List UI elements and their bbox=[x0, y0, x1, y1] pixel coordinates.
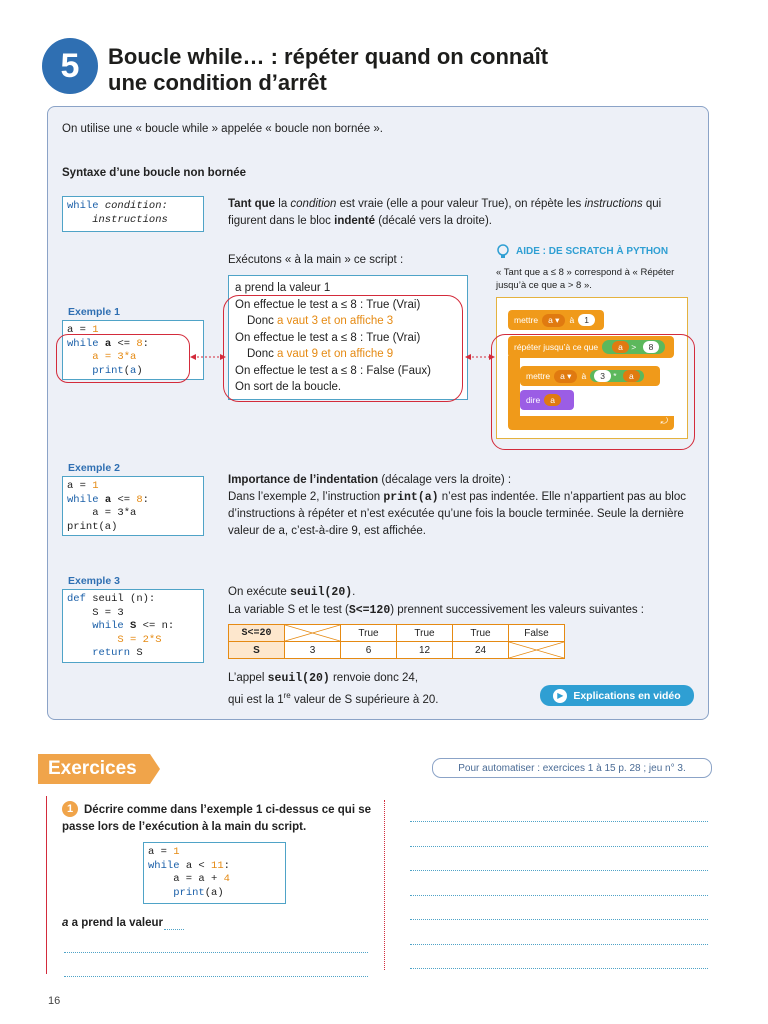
table-row: S<=20 True True True False bbox=[229, 625, 565, 642]
example-2-code: a = 1 while a <= 8: a = 3*a print(a) bbox=[62, 476, 204, 536]
aide-title: AIDE : DE SCRATCH À PYTHON bbox=[516, 246, 669, 257]
page-number: 16 bbox=[48, 995, 61, 1007]
highlight-oval bbox=[56, 334, 190, 383]
trace-line: a prend la valeur 1 bbox=[235, 282, 331, 294]
lightbulb-icon bbox=[494, 242, 512, 260]
exercise-number-badge: 1 bbox=[62, 801, 78, 817]
answer-line[interactable] bbox=[410, 870, 708, 871]
syntax-heading: Syntaxe d’une boucle non bornée bbox=[62, 167, 247, 179]
exercises-banner: Exercices bbox=[38, 754, 150, 784]
syntax-code: while condition: instructions bbox=[62, 196, 204, 232]
crossed-cell bbox=[509, 642, 565, 659]
trace-line: On sort de la boucle. bbox=[235, 381, 342, 393]
exercise-left-rule bbox=[46, 796, 47, 974]
play-icon: ▶ bbox=[553, 689, 567, 703]
banner-tail bbox=[150, 754, 160, 784]
example-1-label: Exemple 1 bbox=[68, 306, 120, 318]
scratch-loop-end: ⤾ bbox=[508, 416, 674, 430]
values-table bbox=[228, 624, 565, 659]
video-button[interactable]: ▶ Explications en vidéo bbox=[540, 685, 694, 706]
exercise-1-code: a = 1 while a < 11: a = a + 4 print(a) bbox=[143, 842, 286, 904]
answer-line[interactable] bbox=[410, 846, 708, 847]
highlight-oval bbox=[223, 295, 463, 402]
answer-line[interactable] bbox=[64, 976, 368, 977]
trace-line: On effectue le test a ≤ 8 : True (Vrai) bbox=[235, 298, 421, 311]
answer-line[interactable] bbox=[64, 952, 368, 953]
exec-intro: Exécutons « à la main » ce script : bbox=[228, 254, 404, 266]
example-3-text: On exécute seuil(20). La variable S et le test (S<=120) prennent successivement les valeurs suivantes : bbox=[228, 586, 644, 617]
example-3-label: Exemple 3 bbox=[68, 575, 120, 587]
answer-line[interactable] bbox=[410, 968, 708, 969]
return-explanation: L’appel seuil(20) renvoie donc 24, qui est la 1re valeur de S supérieure à 20. bbox=[228, 672, 439, 706]
highlight-oval bbox=[491, 334, 695, 450]
table-cell: True bbox=[453, 625, 509, 642]
double-arrow-icon bbox=[190, 352, 226, 362]
trace-line: On effectue le test a ≤ 8 : True (Vrai) bbox=[235, 331, 421, 344]
scratch-repeat-until-block: répéter jusqu’à ce que a > 8 bbox=[508, 336, 674, 358]
answer-label: a a prend la valeur bbox=[62, 917, 164, 929]
scratch-say-block: dire a bbox=[520, 390, 574, 410]
trace-line: Donc a vaut 9 et on affiche 9 bbox=[247, 348, 394, 360]
scratch-set-block: mettre a ▾ à 1 bbox=[508, 310, 604, 330]
column-separator bbox=[384, 800, 385, 970]
table-cell: 6 bbox=[341, 642, 397, 659]
trace-line: Donc a vaut 3 et on affiche 3 bbox=[247, 315, 394, 327]
syntax-description: Tant que la condition est vraie (elle a pour valeur True), on répète les instructions qui figurent dans le bloc indenté (décalé vers la droite). bbox=[228, 198, 662, 227]
answer-line[interactable] bbox=[410, 895, 708, 896]
exercise-1-prompt: Décrire comme dans l’exemple 1 ci-dessus ce qui se passe lors de l’exécution à la main du script. bbox=[62, 804, 372, 833]
example-3-code: def seuil (n): S = 3 while S <= n: S = 2*S return S bbox=[62, 589, 204, 663]
section-number-badge: 5 bbox=[42, 38, 98, 94]
answer-line[interactable] bbox=[164, 929, 184, 930]
scratch-set-block: mettre a ▾ à 3 * a bbox=[520, 366, 660, 386]
table-cell: True bbox=[341, 625, 397, 642]
example-2-label: Exemple 2 bbox=[68, 462, 120, 474]
table-cell: True bbox=[397, 625, 453, 642]
table-cell: 3 bbox=[285, 642, 341, 659]
aide-text: « Tant que a ≤ 8 » correspond à « Répéter jusqu’à ce que a > 8 ». bbox=[496, 267, 675, 291]
table-row: S 3 6 12 24 bbox=[229, 642, 565, 659]
practice-link[interactable]: Pour automatiser : exercices 1 à 15 p. 28 ; jeu n° 3. bbox=[432, 758, 712, 778]
answer-line[interactable] bbox=[410, 919, 708, 920]
page-title: Boucle while… : répéter quand on connaît une condition d’arrêt bbox=[108, 44, 549, 95]
table-cell: False bbox=[509, 625, 565, 642]
example-1-code: a = 1 while a <= 8: a = 3*a print(a) bbox=[62, 320, 204, 380]
table-cell: 12 bbox=[397, 642, 453, 659]
indentation-explanation: Importance de l’indentation (décalage vers la droite) : Dans l’exemple 2, l’instruction print(a) n’est pas indentée. Elle n’appartient pas au bloc d’instructions à répéter et n’est exécutée qu’une fois la boucle terminée. Seule la dernière valeur de a, c’est-à-dire 9, est affichée. bbox=[228, 474, 686, 537]
table-cell: 24 bbox=[453, 642, 509, 659]
trace-line: On effectue le test a ≤ 8 : False (Faux) bbox=[235, 364, 431, 377]
answer-line[interactable] bbox=[410, 944, 708, 945]
crossed-cell bbox=[285, 625, 341, 642]
answer-line[interactable] bbox=[410, 821, 708, 822]
intro-text: On utilise une « boucle while » appelée « boucle non bornée ». bbox=[62, 123, 383, 135]
